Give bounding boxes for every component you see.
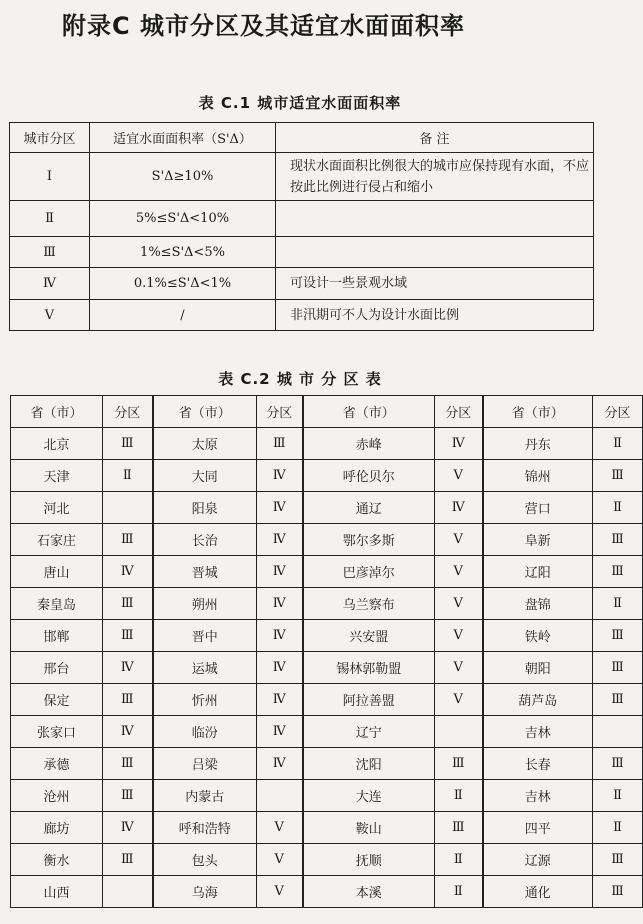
zone-cell: Ⅲ [435,812,483,844]
header-zone: 分区 [435,396,483,428]
table-row [11,620,643,652]
city-name-cell: 邯郸 [11,620,103,652]
zone-cell: Ⅱ [435,780,483,812]
city-name-cell: 临汾 [153,716,257,748]
table-row [11,716,643,748]
rate-cell: S'Δ≥10% [90,153,276,201]
note-cell: 可设计一些景观水域 [276,268,594,300]
city-name-cell: 丹东 [483,428,593,460]
zone-cell: Ⅱ [593,492,643,524]
city-name-cell: 营口 [483,492,593,524]
rate-cell: 1%≤S'Δ<5% [90,237,276,268]
zone-cell: Ⅱ [103,460,153,492]
table-row [11,812,643,844]
city-name-cell: 太原 [153,428,257,460]
header-zone: 分区 [257,396,303,428]
zone-cell: Ⅲ [593,876,643,908]
table-row [11,876,643,908]
city-name-cell: 廊坊 [11,812,103,844]
zone-cell: Ⅲ [593,460,643,492]
city-name-cell: 邢台 [11,652,103,684]
zone-cell: Ⅲ [103,844,153,876]
header-note: 备 注 [276,123,594,153]
table-row [11,844,643,876]
city-name-cell: 秦皇岛 [11,588,103,620]
header-rate: 适宜水面面积率（S'Δ） [90,123,276,153]
water-area-rate-table [9,122,594,331]
table-row [11,428,643,460]
note-cell: 非汛期可不人为设计水面比例 [276,300,594,331]
city-name-cell: 大连 [303,780,435,812]
zone-cell: Ⅲ [593,844,643,876]
header-province-city: 省（市） [153,396,257,428]
zone-cell: Ⅳ [435,428,483,460]
rate-row [10,268,594,300]
city-name-cell: 沧州 [11,780,103,812]
header-zone: 分区 [593,396,643,428]
rate-row [10,237,594,268]
rate-row [10,153,594,201]
city-name-cell: 石家庄 [11,524,103,556]
zone-cell: Ⅳ [257,716,303,748]
zone-cell: Ⅲ [103,780,153,812]
zone-cell: Ⅲ [103,620,153,652]
city-name-cell: 葫芦岛 [483,684,593,716]
zone-cell: Ⅲ [593,748,643,780]
city-name-cell: 北京 [11,428,103,460]
header-zone: 城市分区 [10,123,90,153]
city-name-cell: 唐山 [11,556,103,588]
city-name-cell: 乌海 [153,876,257,908]
zone-cell: Ⅳ [103,652,153,684]
zone-cell: Ⅳ [257,492,303,524]
city-name-cell: 辽源 [483,844,593,876]
city-name-cell: 吉林 [483,780,593,812]
city-name-cell: 朝阳 [483,652,593,684]
table-row [11,780,643,812]
zone-cell: Ⅲ [103,524,153,556]
rate-row [10,300,594,331]
city-name-cell: 辽阳 [483,556,593,588]
city-name-cell: 鄂尔多斯 [303,524,435,556]
table-row [11,684,643,716]
header-zone: 分区 [103,396,153,428]
city-name-cell: 呼和浩特 [153,812,257,844]
zone-cell: Ⅳ [257,620,303,652]
city-name-cell: 沈阳 [303,748,435,780]
zone-cell: Ⅳ [435,492,483,524]
zone-cell: Ⅳ [257,652,303,684]
zone-cell: Ⅳ [257,684,303,716]
city-name-cell: 河北 [11,492,103,524]
header-province-city: 省（市） [303,396,435,428]
city-name-cell: 晋城 [153,556,257,588]
city-name-cell: 通辽 [303,492,435,524]
table-row [11,588,643,620]
zone-cell: Ⅳ [103,716,153,748]
zone-cell: Ⅱ [435,844,483,876]
city-name-cell: 四平 [483,812,593,844]
city-name-cell: 铁岭 [483,620,593,652]
city-name-cell: 鞍山 [303,812,435,844]
table-row [11,556,643,588]
zone-cell: Ⅲ [593,524,643,556]
zone-cell: Ⅴ [435,460,483,492]
city-name-cell: 阳泉 [153,492,257,524]
zone-cell [257,780,303,812]
zone-cell: Ⅴ [435,652,483,684]
city-name-cell: 晋中 [153,620,257,652]
city-name-cell: 抚顺 [303,844,435,876]
city-name-cell: 吉林 [483,716,593,748]
city-name-cell: 锦州 [483,460,593,492]
appendix-title: 附录C 城市分区及其适宜水面面积率 [62,12,465,40]
table-row [11,748,643,780]
zone-cell: Ⅱ [593,428,643,460]
city-name-cell: 本溪 [303,876,435,908]
city-name-cell: 乌兰察布 [303,588,435,620]
table-c2-caption: 表 C.2 城 市 分 区 表 [218,370,382,388]
city-name-cell: 大同 [153,460,257,492]
city-name-cell: 辽宁 [303,716,435,748]
table-row [11,460,643,492]
zone-cell: Ⅲ [593,684,643,716]
zone-cell: Ⅳ [257,524,303,556]
city-name-cell: 山西 [11,876,103,908]
zone-cell: Ⅴ [435,524,483,556]
city-name-cell: 衡水 [11,844,103,876]
zone-cell: Ⅱ [10,201,90,237]
zone-cell: Ⅴ [257,812,303,844]
city-name-cell: 运城 [153,652,257,684]
city-name-cell: 阜新 [483,524,593,556]
zone-cell: Ⅲ [593,652,643,684]
zone-cell: Ⅲ [593,556,643,588]
zone-cell [103,876,153,908]
zone-cell: Ⅱ [593,588,643,620]
city-name-cell: 通化 [483,876,593,908]
zone-cell: Ⅱ [593,812,643,844]
zone-cell: Ⅳ [10,268,90,300]
city-name-cell: 赤峰 [303,428,435,460]
zone-cell: Ⅲ [593,620,643,652]
table-row [11,652,643,684]
zone-cell: Ⅴ [435,684,483,716]
rate-cell: / [90,300,276,331]
city-name-cell: 阿拉善盟 [303,684,435,716]
city-name-cell: 包头 [153,844,257,876]
zone-cell: Ⅱ [435,876,483,908]
city-name-cell: 张家口 [11,716,103,748]
city-name-cell: 兴安盟 [303,620,435,652]
zone-cell: Ⅴ [435,588,483,620]
city-name-cell: 锡林郭勒盟 [303,652,435,684]
zone-cell [593,716,643,748]
zone-cell: Ⅴ [257,876,303,908]
city-name-cell: 盘锦 [483,588,593,620]
zone-cell: Ⅲ [435,748,483,780]
city-name-cell: 忻州 [153,684,257,716]
city-name-cell: 吕梁 [153,748,257,780]
zone-cell: Ⅲ [10,237,90,268]
table-row [11,492,643,524]
zone-cell: Ⅲ [103,428,153,460]
city-name-cell: 朔州 [153,588,257,620]
zone-cell: Ⅲ [103,748,153,780]
city-name-cell: 呼伦贝尔 [303,460,435,492]
zone-cell: Ⅳ [257,748,303,780]
zone-cell: Ⅴ [10,300,90,331]
city-name-cell: 天津 [11,460,103,492]
header-province-city: 省（市） [483,396,593,428]
rate-row [10,201,594,237]
city-name-cell: 长治 [153,524,257,556]
zone-cell: Ⅲ [257,428,303,460]
note-cell: 现状水面面积比例很大的城市应保持现有水面，不应按此比例进行侵占和缩小 [276,153,594,201]
rate-cell: 0.1%≤S'Δ<1% [90,268,276,300]
zone-cell: Ⅳ [257,460,303,492]
zone-cell [103,492,153,524]
zone-cell: Ⅲ [103,684,153,716]
zone-cell: Ⅳ [257,556,303,588]
city-name-cell: 内蒙古 [153,780,257,812]
table-c1-caption: 表 C.1 城市适宜水面面积率 [198,94,402,112]
note-cell [276,201,594,237]
zone-cell: Ⅳ [103,556,153,588]
city-name-cell: 保定 [11,684,103,716]
zone-cell: Ⅳ [257,588,303,620]
header-province-city: 省（市） [11,396,103,428]
zone-cell: Ⅲ [103,588,153,620]
zone-cell: Ⅱ [593,780,643,812]
table-row [11,524,643,556]
city-zone-table [10,395,643,908]
rate-cell: 5%≤S'Δ<10% [90,201,276,237]
city-name-cell: 巴彦淖尔 [303,556,435,588]
zone-cell: Ⅴ [435,556,483,588]
zone-cell: Ⅳ [103,812,153,844]
zone-cell: Ⅰ [10,153,90,201]
zone-cell: Ⅴ [257,844,303,876]
city-name-cell: 承德 [11,748,103,780]
zone-cell [435,716,483,748]
zone-cell: Ⅴ [435,620,483,652]
city-name-cell: 长春 [483,748,593,780]
note-cell [276,237,594,268]
